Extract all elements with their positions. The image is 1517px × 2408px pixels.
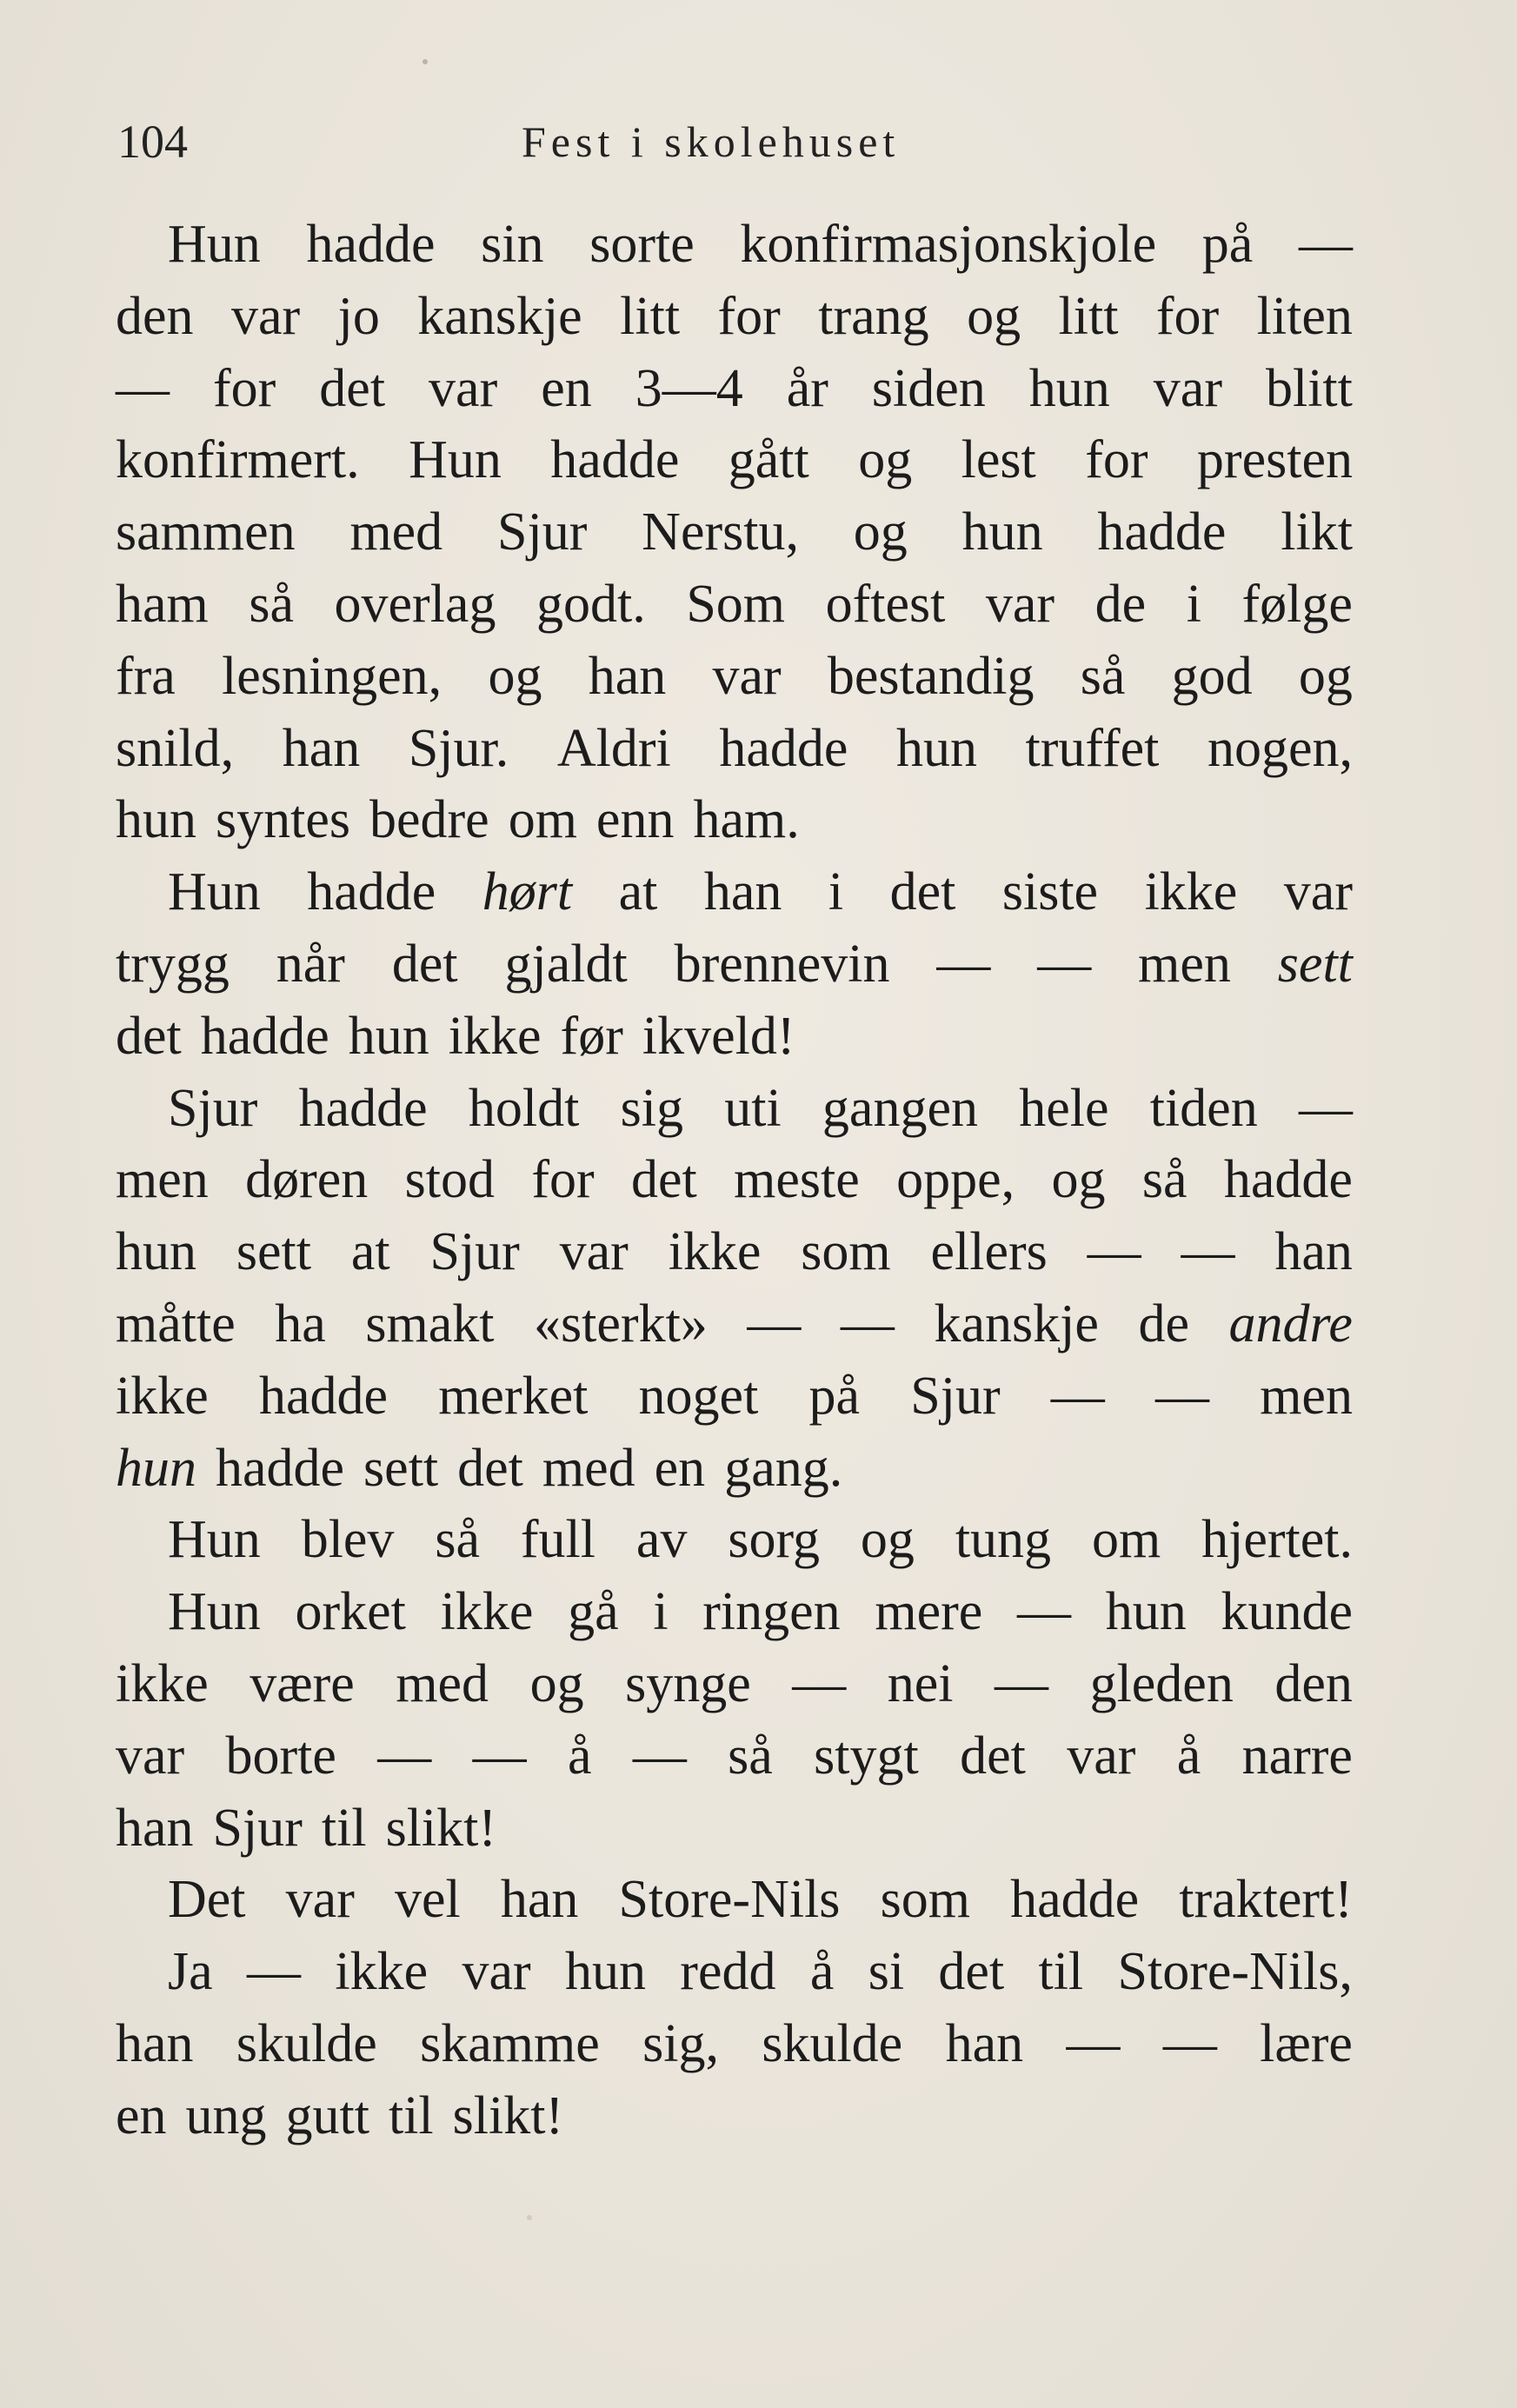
word: han: [945, 2013, 1024, 2073]
word: var: [230, 286, 301, 346]
word: Ja: [168, 1942, 213, 2002]
word: hun: [116, 790, 196, 850]
word: som: [880, 1870, 970, 1930]
word: hadde: [1097, 502, 1227, 562]
word: sett: [363, 1438, 439, 1498]
word: litt: [1058, 286, 1119, 346]
word: trygg: [116, 934, 230, 994]
word: litt: [620, 286, 681, 346]
word: —: [1017, 1582, 1072, 1642]
word: Sjur.: [408, 718, 509, 778]
word: noget: [638, 1366, 759, 1426]
word: Sjur: [910, 1366, 1001, 1426]
word: —: [1037, 934, 1092, 994]
word: en: [116, 2085, 167, 2145]
word: ikke: [116, 1653, 209, 1713]
word: for: [1155, 286, 1220, 346]
word: før: [560, 1006, 623, 1066]
word: til: [1038, 1942, 1084, 2002]
word: —: [1087, 1222, 1141, 1282]
word: de: [1138, 1294, 1189, 1354]
word: blitt: [1265, 358, 1353, 418]
word: Aldri: [556, 718, 671, 778]
word: hadde: [1010, 1870, 1140, 1930]
word: lest: [961, 430, 1036, 490]
word: —: [1155, 1366, 1209, 1426]
word: traktert!: [1179, 1870, 1353, 1930]
text-line: [116, 1576, 1353, 1648]
word: gang.: [724, 1438, 843, 1498]
text-line: [116, 569, 1353, 641]
text-line: [116, 1864, 1353, 1936]
word: ung: [185, 2085, 267, 2145]
word: holdt: [468, 1078, 580, 1138]
word: hadde: [200, 1006, 329, 1066]
word: oppe,: [896, 1150, 1015, 1210]
word: —: [377, 1726, 432, 1786]
word: mere: [875, 1582, 983, 1642]
word: sorte: [589, 215, 695, 274]
word: hun: [1105, 1582, 1187, 1642]
word: hadde: [298, 1078, 428, 1138]
word: gjaldt: [504, 934, 628, 994]
word: hadde: [719, 718, 848, 778]
word: sammen: [116, 502, 296, 562]
text-line: [116, 1144, 1353, 1216]
paper-speck: [527, 2215, 532, 2220]
word: men: [116, 1150, 209, 1210]
word: i: [1186, 574, 1201, 634]
text-line: [116, 1720, 1353, 1793]
word: —: [840, 1294, 895, 1354]
word: å: [567, 1726, 592, 1786]
word: bestandig: [827, 646, 1035, 706]
word: det: [938, 1942, 1005, 2002]
running-title: Fest i skolehuset: [522, 117, 901, 166]
word: var: [116, 1726, 185, 1786]
word: redd: [680, 1942, 776, 2002]
body-text: [116, 209, 1353, 2152]
word: for: [717, 286, 781, 346]
word: syntes: [216, 790, 350, 850]
word: om: [1091, 1510, 1161, 1570]
word: god: [1171, 646, 1253, 706]
paragraph: [116, 1936, 1353, 2152]
word: bedre: [369, 790, 489, 850]
word: smakt: [365, 1294, 495, 1354]
word: den: [1274, 1653, 1353, 1713]
word: orket: [295, 1582, 406, 1642]
word: andre: [1228, 1294, 1353, 1354]
word: vel: [394, 1870, 461, 1930]
word: —: [1066, 2013, 1121, 2073]
word: trang: [818, 286, 929, 346]
word: —: [247, 1942, 301, 2002]
word: ha: [275, 1294, 326, 1354]
word: hun: [116, 1222, 196, 1282]
word: ikveld!: [642, 1006, 795, 1066]
text-line: [116, 784, 1353, 856]
word: narre: [1241, 1726, 1353, 1786]
word: lesningen,: [222, 646, 442, 706]
text-line: [116, 641, 1353, 713]
word: han: [116, 2013, 194, 2073]
text-line: [116, 1216, 1353, 1288]
word: slikt!: [385, 1798, 497, 1858]
word: hun: [116, 1438, 196, 1498]
word: den: [116, 286, 194, 346]
word: men: [1260, 1366, 1353, 1426]
text-line: [116, 1648, 1353, 1720]
word: Hun: [168, 1582, 261, 1642]
word: de: [1095, 574, 1147, 634]
word: om: [508, 790, 577, 850]
word: Nerstu,: [642, 502, 799, 562]
word: «sterkt»: [534, 1294, 708, 1354]
word: og: [860, 1510, 915, 1570]
word: si: [868, 1942, 905, 2002]
word: var: [712, 646, 782, 706]
word: han: [500, 1870, 579, 1930]
word: måtte: [116, 1294, 236, 1354]
word: gå: [568, 1582, 619, 1642]
word: å: [1176, 1726, 1201, 1786]
word: for: [213, 358, 276, 418]
word: skulde: [236, 2013, 377, 2073]
word: at: [350, 1222, 390, 1282]
word: ikke: [1144, 862, 1238, 922]
word: nogen,: [1207, 718, 1353, 778]
word: Sjur: [212, 1798, 303, 1858]
word: sett: [236, 1222, 311, 1282]
text-line: [116, 1001, 1353, 1073]
word: Store-Nils: [618, 1870, 841, 1930]
word: døren: [245, 1150, 369, 1210]
word: gangen: [822, 1078, 978, 1138]
word: Sjur: [429, 1222, 520, 1282]
word: —: [792, 1653, 847, 1713]
paragraph: [116, 856, 1353, 1072]
word: gått: [728, 430, 809, 490]
word: som: [801, 1222, 891, 1282]
word: han: [116, 1798, 194, 1858]
word: han: [282, 718, 361, 778]
word: Som: [686, 574, 786, 634]
text-line: [116, 1504, 1353, 1576]
word: han: [703, 862, 782, 922]
word: på: [1201, 215, 1254, 274]
word: var: [985, 574, 1055, 634]
word: og: [853, 502, 908, 562]
word: i: [828, 862, 844, 922]
word: skulde: [762, 2013, 903, 2073]
word: til: [321, 1798, 367, 1858]
word: ringen: [702, 1582, 841, 1642]
word: hun: [961, 502, 1043, 562]
text-line: [116, 1288, 1353, 1360]
word: sett: [1277, 934, 1353, 994]
text-line: [116, 1793, 1353, 1865]
word: —: [1299, 215, 1353, 274]
word: kanskje: [417, 286, 582, 346]
word: godt.: [536, 574, 646, 634]
text-line: [116, 281, 1353, 353]
word: hjertet.: [1201, 1510, 1353, 1570]
word: ikke: [335, 1942, 429, 2002]
word: 3—4: [635, 358, 743, 418]
word: jo: [337, 286, 380, 346]
word: tung: [955, 1510, 1052, 1570]
word: det: [457, 1438, 523, 1498]
word: snild,: [116, 718, 235, 778]
word: og: [967, 286, 1021, 346]
word: —: [995, 1653, 1049, 1713]
word: i: [653, 1582, 669, 1642]
word: hadde: [306, 215, 436, 274]
paper-speck: [422, 59, 428, 64]
word: Sjur: [497, 502, 588, 562]
word: sin: [481, 215, 544, 274]
word: brennevin: [674, 934, 890, 994]
word: —: [472, 1726, 527, 1786]
word: være: [250, 1653, 355, 1713]
word: Det: [168, 1870, 246, 1930]
word: og: [1051, 1150, 1106, 1210]
word: til: [388, 2085, 434, 2145]
text-line: [116, 209, 1353, 281]
word: —: [936, 934, 991, 994]
word: ikke: [116, 1366, 209, 1426]
word: en: [541, 358, 592, 418]
word: synge: [625, 1653, 751, 1713]
word: sig,: [642, 2013, 719, 2073]
text-line: [116, 496, 1353, 569]
word: hun: [895, 718, 977, 778]
word: —: [632, 1726, 687, 1786]
word: så: [728, 1726, 773, 1786]
word: ham: [116, 574, 209, 634]
text-line: [116, 2080, 1353, 2152]
word: på: [808, 1366, 861, 1426]
word: Hun: [168, 1510, 261, 1570]
word: sorg: [728, 1510, 821, 1570]
word: ham.: [693, 790, 800, 850]
word: Sjur: [168, 1078, 258, 1138]
text-line: [116, 713, 1353, 785]
word: hadde: [216, 1438, 345, 1498]
word: å: [809, 1942, 835, 2002]
text-line: [116, 1936, 1353, 2008]
word: fra: [116, 646, 176, 706]
word: var: [1153, 358, 1222, 418]
word: gleden: [1089, 1653, 1234, 1713]
paragraph: [116, 1864, 1353, 1936]
word: og: [1298, 646, 1353, 706]
word: var: [285, 1870, 355, 1930]
word: stygt: [814, 1726, 919, 1786]
word: ikke: [668, 1222, 762, 1282]
word: kunde: [1221, 1582, 1353, 1642]
word: lære: [1260, 2013, 1353, 2073]
page-header: [117, 111, 1413, 172]
word: kanskje: [934, 1294, 1099, 1354]
word: av: [635, 1510, 688, 1570]
word: hadde: [550, 430, 680, 490]
word: hadde: [258, 1366, 388, 1426]
word: enn: [595, 790, 675, 850]
word: med: [542, 1438, 635, 1498]
text-line: [116, 353, 1353, 425]
word: var: [462, 1942, 531, 2002]
word: —: [1050, 1366, 1105, 1426]
word: hun: [348, 1006, 429, 1066]
word: men: [1138, 934, 1231, 994]
word: ikke: [440, 1582, 534, 1642]
word: det: [631, 1150, 697, 1210]
word: og: [858, 430, 913, 490]
word: full: [520, 1510, 596, 1570]
text-line: [116, 2008, 1353, 2080]
word: med: [349, 502, 443, 562]
word: gutt: [285, 2085, 369, 2145]
word: nei: [887, 1653, 954, 1713]
word: med: [396, 1653, 489, 1713]
text-line: [116, 928, 1353, 1001]
word: hun: [1028, 358, 1110, 418]
word: konfirmasjonskjole: [740, 215, 1157, 274]
paragraph: [116, 1576, 1353, 1864]
word: overlag: [334, 574, 496, 634]
word: Hun: [409, 430, 502, 490]
word: ikke: [448, 1006, 542, 1066]
word: siden: [871, 358, 986, 418]
word: var: [1283, 862, 1353, 922]
word: når: [276, 934, 345, 994]
word: for: [1085, 430, 1148, 490]
word: oftest: [825, 574, 946, 634]
word: han: [1274, 1222, 1353, 1282]
word: var: [429, 358, 498, 418]
word: hun: [564, 1942, 646, 2002]
word: blev: [301, 1510, 395, 1570]
text-line: [116, 1073, 1353, 1145]
word: hørt: [482, 862, 573, 922]
word: —: [116, 358, 170, 418]
word: —: [747, 1294, 802, 1354]
word: det: [319, 358, 386, 418]
word: at: [618, 862, 658, 922]
word: Hun: [168, 215, 261, 274]
word: slikt!: [452, 2085, 564, 2145]
word: —: [1181, 1222, 1235, 1282]
word: for: [531, 1150, 595, 1210]
word: en: [654, 1438, 706, 1498]
word: det: [116, 1006, 182, 1066]
word: år: [786, 358, 828, 418]
word: —: [1298, 1078, 1353, 1138]
text-line: [116, 424, 1353, 496]
word: stod: [404, 1150, 495, 1210]
word: sig: [620, 1078, 683, 1138]
text-line: [116, 1433, 1353, 1505]
word: så: [1080, 646, 1126, 706]
word: det: [960, 1726, 1026, 1786]
word: siste: [1001, 862, 1099, 922]
text-line: [116, 1360, 1353, 1433]
word: så: [435, 1510, 480, 1570]
word: var: [1067, 1726, 1136, 1786]
paragraph: [116, 1073, 1353, 1505]
word: truffet: [1025, 718, 1160, 778]
word: var: [559, 1222, 629, 1282]
word: Hun: [168, 862, 261, 922]
word: hadde: [307, 862, 436, 922]
word: så: [1141, 1150, 1188, 1210]
word: det: [391, 934, 458, 994]
word: det: [889, 862, 956, 922]
word: —: [1162, 2013, 1217, 2073]
text-line: [116, 856, 1353, 928]
word: følge: [1241, 574, 1353, 634]
word: liten: [1256, 286, 1353, 346]
word: hadde: [1223, 1150, 1353, 1210]
word: likt: [1281, 502, 1353, 562]
word: borte: [225, 1726, 336, 1786]
word: han: [588, 646, 667, 706]
word: så: [249, 574, 294, 634]
word: og: [529, 1653, 584, 1713]
word: uti: [724, 1078, 782, 1138]
word: merket: [438, 1366, 589, 1426]
paragraph: [116, 1504, 1353, 1576]
word: og: [488, 646, 542, 706]
word: hele: [1019, 1078, 1109, 1138]
word: meste: [734, 1150, 860, 1210]
word: ellers: [930, 1222, 1048, 1282]
word: skamme: [420, 2013, 600, 2073]
word: Store-Nils,: [1117, 1942, 1353, 2002]
paragraph: [116, 209, 1353, 856]
word: presten: [1196, 430, 1353, 490]
word: tiden: [1149, 1078, 1258, 1138]
word: konfirmert.: [116, 430, 360, 490]
page-number: 104: [117, 116, 188, 168]
